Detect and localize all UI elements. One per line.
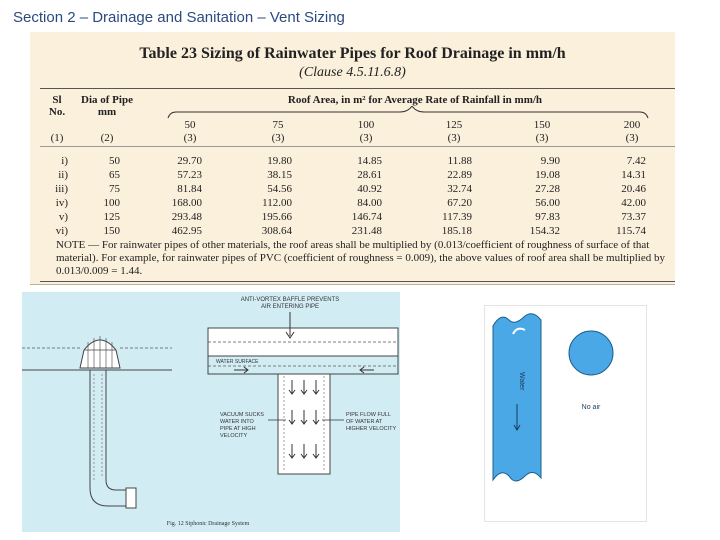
row-3-dia: 75: [109, 183, 120, 195]
row-5-val: 73.37: [621, 211, 646, 223]
row-6-val: 154.32: [529, 225, 560, 237]
label-vacuum: WATER INTO: [220, 419, 254, 425]
row-2-val: 19.08: [535, 169, 560, 181]
row-2-val: 38.15: [267, 169, 292, 181]
row-5-val: 146.74: [351, 211, 382, 223]
label-anti-vortex: ANTI-VORTEX BAFFLE PREVENTS: [240, 297, 340, 303]
slide-title: Section 2 – Drainage and Sanitation – Vent Sizing: [13, 9, 345, 26]
row-6-val: 462.95: [171, 225, 202, 237]
top-rule: [40, 88, 675, 89]
row-1-val: 29.70: [177, 155, 202, 167]
label-anti-vortex: AIR ENTERING PIPE: [260, 304, 320, 310]
row-1-val: 19.80: [267, 155, 292, 167]
row-4-val: 42.00: [621, 197, 646, 209]
label-pipe-flow: OF WATER AT: [346, 419, 383, 425]
label-vacuum: VELOCITY: [220, 433, 248, 439]
row-4-sl: iv): [55, 197, 68, 209]
row-1-dia: 50: [109, 155, 120, 167]
rainfall-125: 125: [445, 119, 463, 131]
row-5-val: 97.83: [535, 211, 560, 223]
row-3-val: 32.74: [447, 183, 472, 195]
row-3-val: 20.46: [621, 183, 646, 195]
row-3-val: 27.28: [535, 183, 560, 195]
row-2-sl: ii): [58, 169, 68, 181]
rainfall-150: 150: [533, 119, 551, 131]
row-4-val: 112.00: [262, 197, 292, 209]
label-water-surface: WATER SURFACE: [216, 359, 259, 365]
row-6-val: 231.48: [351, 225, 382, 237]
row-3-sl: iii): [55, 183, 68, 195]
colnum-5: (3): [359, 132, 373, 144]
rainfall-200: 200: [623, 119, 641, 131]
row-1-sl: i): [61, 155, 68, 167]
row-4-dia: 100: [103, 197, 120, 209]
pipe-full-flow-figure: [484, 305, 647, 522]
row-5-dia: 125: [103, 211, 120, 223]
table-note: NOTE — For rainwater pipes of other materials, the roof areas shall be multiplied by (0.013/coefficient of roughness of surface of that material). For example, for rainwater pipes of PVC (coefficient of roughness = 0.009), the above values of roof area shall be multiplied by 0.013/0.009 = 1.44.: [56, 239, 665, 277]
row-1-val: 14.85: [357, 155, 382, 167]
colnum-3: (3): [183, 132, 197, 144]
row-6-val: 308.64: [261, 225, 292, 237]
header-dia-line2: mm: [97, 106, 117, 118]
row-5-val: 195.66: [261, 211, 292, 223]
row-6-val: 115.74: [616, 225, 646, 237]
colnum-8: (3): [625, 132, 639, 144]
rainwater-pipe-table: [30, 32, 675, 285]
colnum-6: (3): [447, 132, 461, 144]
row-3-val: 54.56: [267, 183, 292, 195]
row-1-val: 7.42: [626, 155, 646, 167]
no-air-label: No air: [581, 404, 601, 411]
row-6-val: 185.18: [441, 225, 472, 237]
row-2-val: 57.23: [177, 169, 202, 181]
header-sl-line2: No.: [48, 106, 66, 118]
colnum-1: (1): [50, 132, 64, 144]
row-2-val: 22.89: [447, 169, 472, 181]
row-3-val: 40.92: [357, 183, 382, 195]
colnum-7: (3): [535, 132, 549, 144]
row-1-val: 11.88: [447, 155, 472, 167]
colnum-2: (2): [100, 132, 114, 144]
rainfall-50: 50: [184, 119, 196, 131]
row-6-dia: 150: [103, 225, 120, 237]
colnum-4: (3): [271, 132, 285, 144]
water-label: Water: [518, 372, 525, 391]
row-3-val: 81.84: [177, 183, 202, 195]
rainfall-100: 100: [357, 119, 375, 131]
row-2-dia: 65: [109, 169, 120, 181]
header-roof-area: Roof Area, in m² for Average Rate of Rainfall in mm/h: [287, 94, 543, 106]
rainfall-75: 75: [272, 119, 284, 131]
siphonic-drainage-figure: [22, 292, 400, 532]
row-5-sl: v): [58, 211, 68, 223]
row-4-val: 168.00: [171, 197, 202, 209]
row-6-sl: vi): [55, 225, 68, 237]
figure-caption: Fig. 12 Siphonic Drainage System: [166, 521, 250, 527]
label-pipe-flow: PIPE FLOW FULL: [346, 412, 391, 418]
siphonic-drawing: [22, 292, 400, 532]
table-clause: (Clause 4.5.11.6.8): [299, 65, 406, 80]
header-rule: [40, 146, 675, 147]
label-vacuum: PIPE AT HIGH: [220, 426, 256, 432]
pipe-drawing: [485, 306, 646, 521]
row-2-val: 28.61: [357, 169, 382, 181]
row-5-val: 117.39: [442, 211, 472, 223]
row-4-val: 67.20: [447, 197, 472, 209]
row-4-val: 56.00: [535, 197, 560, 209]
bottom-rule: [40, 281, 675, 282]
row-4-val: 84.00: [357, 197, 382, 209]
header-sl-line1: Sl: [52, 94, 62, 106]
table-title: Table 23 Sizing of Rainwater Pipes for Roof Drainage in mm/h: [139, 45, 566, 62]
label-vacuum: VACUUM SUCKS: [220, 412, 264, 418]
row-1-val: 9.90: [540, 155, 560, 167]
label-pipe-flow: HIGHER VELOCITY: [346, 426, 397, 432]
row-2-val: 14.31: [621, 169, 646, 181]
row-5-val: 293.48: [171, 211, 202, 223]
header-dia-line1: Dia of Pipe: [81, 94, 133, 106]
